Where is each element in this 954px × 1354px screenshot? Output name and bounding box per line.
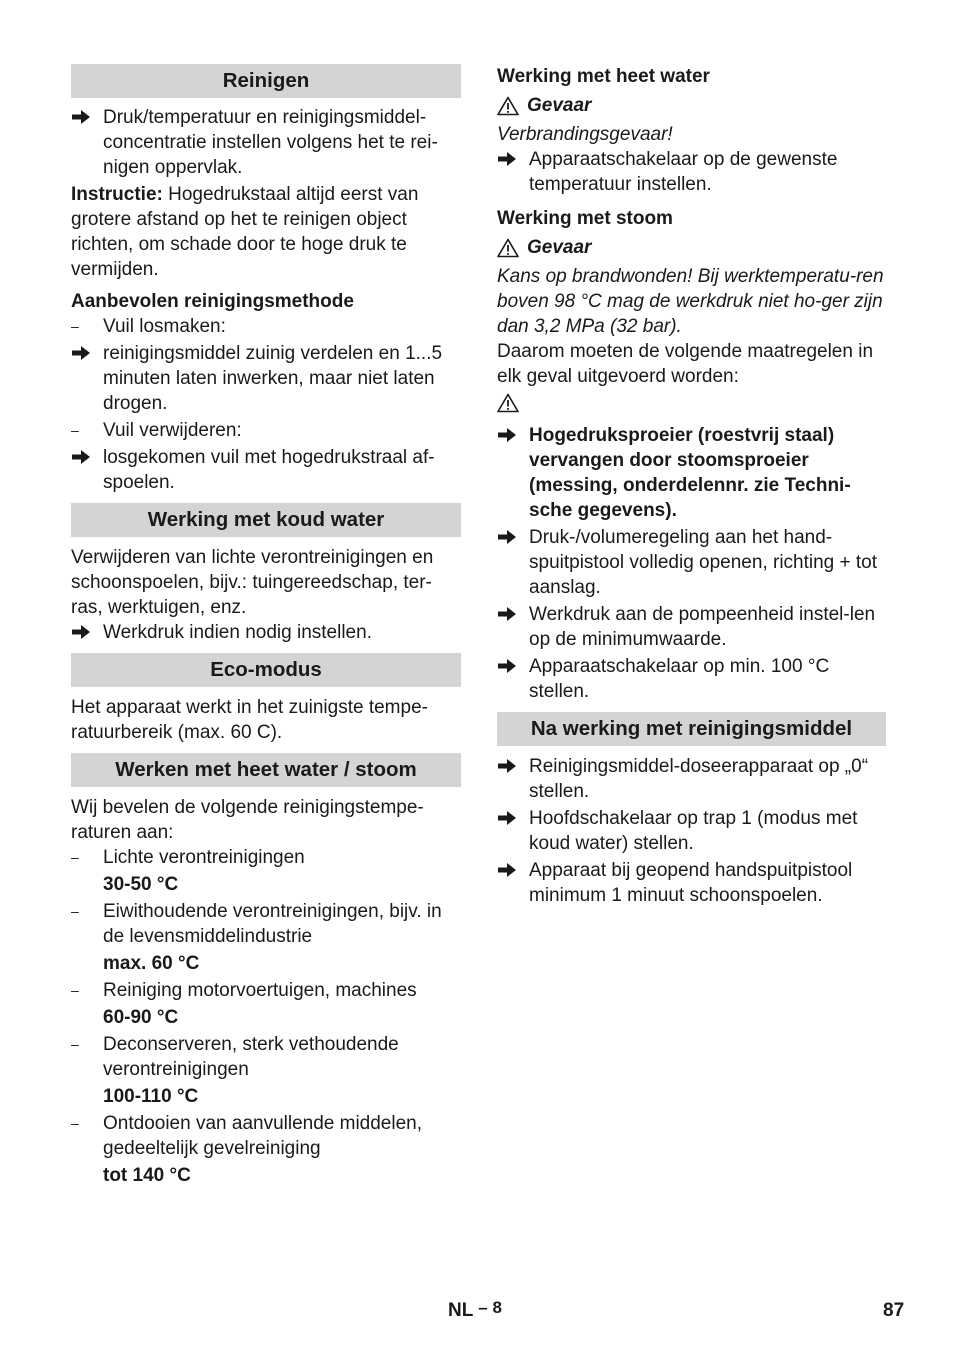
left-column	[71, 64, 461, 1188]
footer-section-label	[448, 1298, 502, 1323]
right-arrow-icon	[71, 105, 99, 130]
na-werking-list	[497, 754, 886, 908]
list-item	[497, 754, 886, 804]
list-item-text: reinigingsmiddel zuinig verdelen en 1...5 minuten laten inwerken, maar niet laten drogen.	[103, 343, 443, 414]
list-item-text: Lichte verontreinigingen	[103, 847, 305, 868]
list-item	[71, 978, 461, 1003]
list-item	[497, 858, 886, 908]
stoom-list	[497, 423, 886, 704]
list-item	[71, 314, 461, 339]
right-arrow-icon	[71, 620, 99, 645]
right-arrow-icon	[71, 341, 99, 366]
list-item	[497, 654, 886, 704]
temperature-value: 100-110 °C	[103, 1086, 199, 1107]
right-column	[497, 64, 886, 908]
right-arrow-icon	[497, 423, 525, 448]
right-arrow-icon	[497, 754, 525, 779]
list-item-text: Druk-/volumeregeling aan het hand-spuitpistool volledig openen, richting + tot aanslag.	[529, 527, 878, 598]
danger-label: Gevaar	[527, 237, 592, 258]
list-item	[71, 105, 461, 180]
list-item-text: Werkdruk indien nodig instellen.	[103, 622, 372, 643]
warning-triangle-icon	[497, 393, 519, 413]
danger-notice	[497, 235, 886, 260]
temperature-value: max. 60 °C	[103, 953, 200, 974]
method-list	[71, 314, 461, 495]
list-item-text: Apparaat bij geopend handspuitpistool minimum 1 minuut schoonspoelen.	[529, 860, 853, 906]
list-item-text: Reinigingsmiddel-doseerapparaat op „0“ stellen.	[529, 756, 869, 802]
list-item-text: Hoofdschakelaar op trap 1 (modus met koud water) stellen.	[529, 808, 858, 854]
temperature-value: 60-90 °C	[103, 1007, 179, 1028]
list-item-text: Werkdruk aan de pompeenheid instel-len op de minimumwaarde.	[529, 604, 876, 650]
danger-label: Gevaar	[527, 95, 592, 116]
list-item	[497, 423, 886, 523]
list-item-text: Eiwithoudende verontreinigingen, bijv. in de levensmiddelindustrie	[103, 901, 442, 947]
list-item-text: Apparaatschakelaar op min. 100 °C stellen.	[529, 656, 830, 702]
warning-triangle-icon	[497, 238, 519, 258]
section-heading-reinigen: Reinigen	[71, 64, 461, 98]
list-item-text: Druk/temperatuur en reinigingsmiddel-concentratie instellen volgens het te rei-nigen oppervlak.	[103, 107, 438, 178]
list-item	[71, 418, 461, 443]
dash-bullet: –	[71, 1115, 79, 1131]
list-item-text: Hogedruksproeier (roestvrij staal) vervangen door stoomsproeier (messing, onderdelennr. zie Techni-sche gegevens).	[529, 425, 851, 521]
section-heading-heet-water-stoom: Werken met heet water / stoom	[71, 753, 461, 787]
list-item-text: Deconserveren, sterk vethoudende verontreinigingen	[103, 1034, 399, 1080]
dash-bullet: –	[71, 422, 79, 438]
right-arrow-icon	[497, 147, 525, 172]
page-number: 87	[883, 1300, 905, 1321]
warning-triangle-icon	[497, 96, 519, 116]
list-item	[71, 620, 461, 645]
right-arrow-icon	[497, 858, 525, 883]
dash-bullet: –	[71, 849, 79, 865]
section-heading-koud-water: Werking met koud water	[71, 503, 461, 537]
subheading-stoom: Werking met stoom	[497, 208, 673, 229]
dash-bullet: –	[71, 318, 79, 334]
list-item	[71, 1111, 461, 1161]
danger-notice	[497, 93, 886, 118]
list-item	[497, 602, 886, 652]
eco-paragraph: Het apparaat werkt in het zuinigste tempe-ratuurbereik (max. 60 C).	[71, 697, 428, 743]
list-item	[497, 147, 886, 197]
right-arrow-icon	[497, 654, 525, 679]
list-item	[71, 445, 461, 495]
section-heading-eco-modus: Eco-modus	[71, 653, 461, 687]
dash-bullet: –	[71, 903, 79, 919]
list-item-text: Apparaatschakelaar op de gewenste temperatuur instellen.	[529, 149, 838, 195]
instructie-paragraph	[71, 182, 461, 282]
dash-bullet: –	[71, 982, 79, 998]
dash-bullet: –	[71, 1036, 79, 1052]
koud-water-paragraph: Verwijderen van lichte verontreinigingen en schoonspoelen, bijv.: tuingereedschap, ter-ras, werktuigen, enz.	[71, 547, 434, 618]
warning-symbol	[497, 393, 886, 417]
temperature-value: tot 140 °C	[103, 1165, 191, 1186]
temperature-value: 30-50 °C	[103, 874, 179, 895]
subheading-heet-water: Werking met heet water	[497, 66, 710, 87]
temperature-list	[71, 845, 461, 1188]
list-item	[71, 1032, 461, 1082]
list-item-text: Vuil verwijderen:	[103, 420, 242, 441]
subheading-aanbevolen: Aanbevolen reinigingsmethode	[71, 291, 354, 312]
footer-language: NL	[448, 1300, 473, 1321]
list-item	[497, 806, 886, 856]
heet-water-paragraph: Wij bevelen de volgende reinigingstempe-raturen aan:	[71, 797, 424, 843]
instructie-label: Instructie:	[71, 184, 163, 205]
section-heading-na-werking: Na werking met reinigingsmiddel	[497, 712, 886, 746]
instructie-text: Hogedrukstaal altijd eerst van grotere afstand op het te reinigen object richten, om schade door te hoge druk te vermijden.	[71, 184, 419, 280]
stoom-paragraph: Daarom moeten de volgende maatregelen in elk geval uitgevoerd worden:	[497, 341, 874, 387]
list-item	[71, 341, 461, 416]
right-arrow-icon	[497, 602, 525, 627]
danger-text: Kans op brandwonden! Bij werktemperatu-ren boven 98 °C mag de werkdruk niet ho-ger zijn dan 3,2 MPa (32 bar).	[497, 266, 884, 337]
list-item	[71, 899, 461, 949]
right-arrow-icon	[497, 525, 525, 550]
footer-section-page: – 8	[478, 1298, 502, 1317]
right-arrow-icon	[497, 806, 525, 831]
danger-text: Verbrandingsgevaar!	[497, 124, 673, 145]
list-item	[71, 845, 461, 870]
list-item	[497, 525, 886, 600]
right-arrow-icon	[71, 445, 99, 470]
list-item-text: Reiniging motorvoertuigen, machines	[103, 980, 417, 1001]
list-item-text: Vuil losmaken:	[103, 316, 226, 337]
list-item-text: losgekomen vuil met hogedrukstraal af-spoelen.	[103, 447, 435, 493]
list-item-text: Ontdooien van aanvullende middelen, gedeeltelijk gevelreiniging	[103, 1113, 423, 1159]
